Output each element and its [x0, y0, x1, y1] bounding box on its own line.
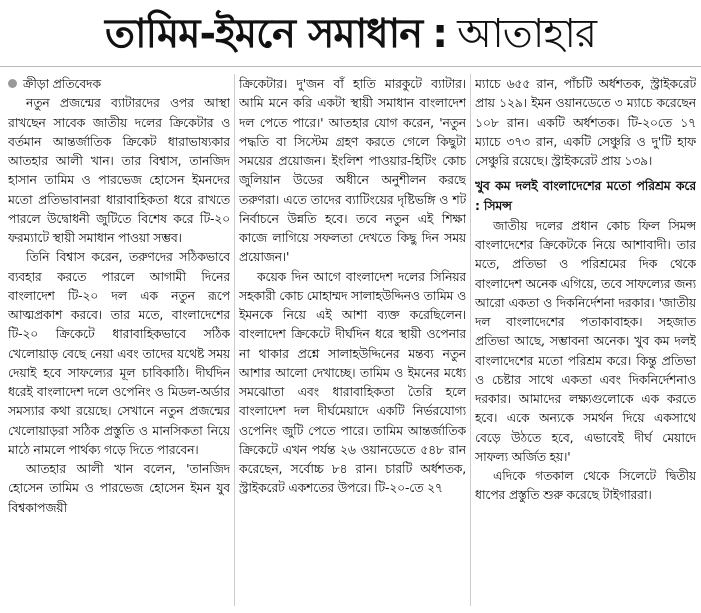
article-column-3: [475, 74, 696, 606]
headline-main: তামিম-ইমনে সমাধান: [105, 11, 423, 57]
article-column-1: [8, 74, 230, 606]
paragraph: নতুন প্রজন্মের ব্যাটারদের ওপর আস্থা রাখছেন সাবেক জাতীয় দলের ক্রিকেটার ও বর্তমান আন্তর্জাতিক ক্রিকেট ধারাভাষ্যকার আতহার আলী খান। তার বিশ্বাস, তানজিদ হাসান তামিম ও পারভেজ হোসেন ইমনদের মতো প্রতিভাবানরা ধারাবাহিকতা ধরে রাখতে পারলে উদ্বোধনী জুটিতে বিশেষ করে টি-২০ ফরম্যাটে স্থায়ী সমাধান পাওয়া সম্ভব।: [8, 95, 230, 245]
byline: [8, 74, 230, 93]
article-column-2: [239, 74, 466, 606]
headline-rule: [0, 66, 701, 67]
column-divider: [234, 74, 235, 606]
subheading: খুব কম দলই বাংলাদেশের মতো পরিশ্রম করে : সিমন্স: [475, 178, 696, 213]
paragraph: জাতীয় দলের প্রধান কোচ ফিল সিমন্স বাংলাদেশের ক্রিকেটকে নিয়ে আশাবাদী। তার মতে, প্রতিভা ও পরিশ্রমের দিক থেকে বাংলাদেশ অনেক এগিয়ে, তবে সাফল্যের জন্য আরো একতা ও দিকনির্দেশনা দরকার। 'জাতীয় দল বাংলাদেশের পতাকাবাহক। সহজাত প্রতিভা আছে, সম্ভাবনা অনেক। খুব কম দলই বাংলাদেশের মতো পরিশ্রম করে। কিন্তু প্রতিভা ও চেষ্টার সাথে একতা এবং দিকনির্দেশনাও দরকার। আমাদের লক্ষ্যগুলোকে এক করতে হবে। একে অন্যকে সমর্থন দিয়ে একসাথে বেড়ে উঠতে হবে, এভাবেই দীর্ঘ মেয়াদে সাফল্য অর্জিত হয়।': [475, 217, 696, 464]
paragraph: এদিকে গতকাল থেকে সিলেটে দ্বিতীয় ধাপের প্রস্তুতি শুরু করেছে টাইগাররা।: [475, 468, 696, 503]
paragraph: ক্রিকেটার। দু'জন বাঁ হাতি মারকুটে ব্যাটার। আমি মনে করি একটা স্থায়ী সমাধান বাংলাদেশ দল পেতে পারে।' আতহার যোগ করেন, 'নতুন পদ্ধতি বা সিস্টেম গ্রহণ করতে গেলে কিছুটা সময়ের প্রয়োজন। ইংলিশ পাওয়ার-হিটিং কোচ জুলিয়ান উডের অধীনে অনুশীলন করছে তরুণরা। এতে তাদের ব্যাটিংয়ের দৃষ্টিভঙ্গি ও শট নির্বাচনে উন্নতি হবে। তবে নতুন এই শিক্ষা কাজে লাগিয়ে সফলতা দেখতে কিছু দিন সময় প্রয়োজন।': [239, 76, 466, 265]
headline-separator: :: [432, 11, 448, 57]
paragraph: তিনি বিশ্বাস করেন, তরুণদের সঠিকভাবে ব্যবহার করতে পারলে আগামী দিনের বাংলাদেশ টি-২০ দল এক নতুন রূপে আত্মপ্রকাশ করবে। তার মতে, বাংলাদেশের টি-২০ ক্রিকেটে ধারাবাহিকভাবে সঠিক খেলোয়াড় বেছে নেয়া এবং তাদের যথেষ্ট সময় দেয়াই হবে সাফল্যের মূল চাবিকাঠি। দীর্ঘদিন ধরেই বাংলাদেশ দলে ওপেনিং ও মিডল-অর্ডার সমস্যার কথা রয়েছে। সেখানে নতুন প্রজন্মের খেলোয়াড়রা সঠিক প্রস্তুতি ও মানসিকতা নিয়ে মাঠে নামলে পার্থক্য গড়ে দিতে পারবেন।: [8, 249, 230, 457]
headline: [0, 4, 701, 64]
byline-text: ক্রীড়া প্রতিবেদক: [23, 76, 101, 91]
column-divider: [470, 74, 471, 606]
paragraph: ম্যাচে ৬৫৫ রান, পাঁচটি অর্ধশতক, স্ট্রাইকরেট প্রায় ১২৯। ইমন ওয়ানডেতে ৩ ম্যাচে করেছেন ১০৮ রান। একটি অর্ধশতক। টি-২০তে ১৭ ম্যাচে ৩৭৩ রান, একটি সেঞ্চুরি ও দু'টি হাফ সেঞ্চুরি রয়েছে। স্ট্রাইকরেট প্রায় ১৩৯।: [475, 76, 696, 168]
bullet-icon: [8, 79, 17, 88]
paragraph: কয়েক দিন আগে বাংলাদেশ দলের সিনিয়র সহকারী কোচ মোহাম্মদ সালাহউদ্দিনও তামিম ও ইমনকে নিয়ে এই আশা ব্যক্ত করেছিলেন। বাংলাদেশ ক্রিকেটে দীর্ঘদিন ধরে স্থায়ী ওপেনার না থাকার প্রশ্নে সালাহউদ্দিনের মন্তব্য নতুন আশার আলো দেখাচ্ছে। তামিম ও ইমনের মধ্যে সমঝোতা এবং ধারাবাহিকতা তৈরি হলে বাংলাদেশ দল দীর্ঘমেয়াদে একটি নির্ভরযোগ্য ওপেনিং জুটি পেতে পারে। তামিম আন্তর্জাতিক ক্রিকেটে এখন পর্যন্ত ২৬ ওয়ানডেতে ৫৪৮ রান করেছেন, সর্বোচ্চ ৮৪ রান। চারটি অর্ধশতক, স্ট্রাইকরেট একশতের উপরে। টি-২০-তে ২৭: [239, 268, 466, 496]
paragraph: আতহার আলী খান বলেন, 'তানজিদ হোসেন তামিম ও পারভেজ হোসেন ইমন যুব বিশ্বকাপজয়ী: [8, 461, 230, 515]
headline-speaker: আতাহার: [457, 11, 596, 57]
